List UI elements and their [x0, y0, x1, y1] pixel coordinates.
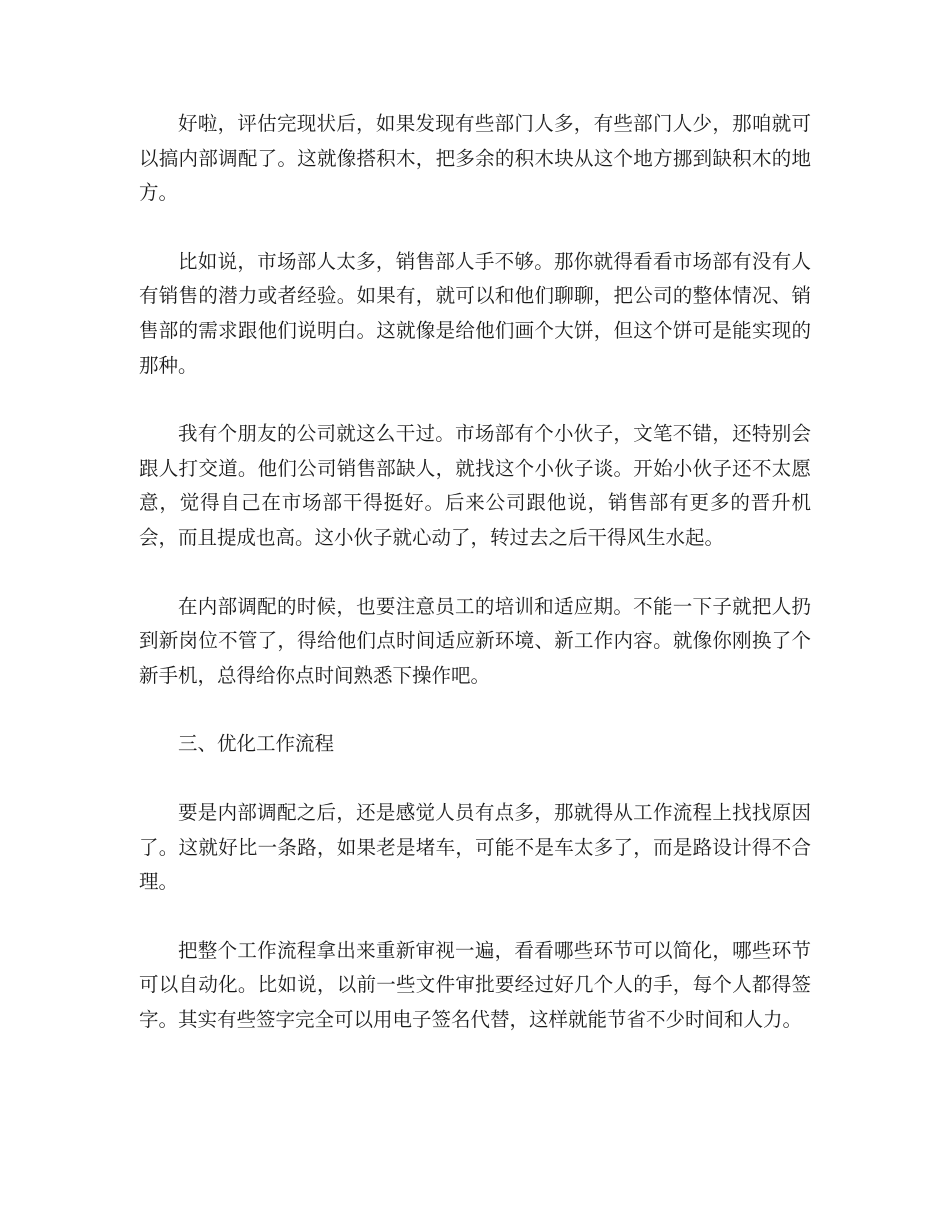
paragraph-4: 在内部调配的时候，也要注意员工的培训和适应期。不能一下子就把人扔到新岗位不管了，得给他们点时间适应新环境、新工作内容。就像你刚换了个新手机，总得给你点时间熟悉下操作吧。 — [139, 594, 811, 687]
paragraph-2: 比如说，市场部人太多，销售部人手不够。那你就得看看市场部有没有人有销售的潜力或者经验。如果有，就可以和他们聊聊，把公司的整体情况、销售部的需求跟他们说明白。这就像是给他们画个大饼，但这个饼可是能实现的那种。 — [139, 249, 811, 377]
paragraph-5: 要是内部调配之后，还是感觉人员有点多，那就得从工作流程上找找原因了。这就好比一条路，如果老是堵车，可能不是车太多了，而是路设计得不合理。 — [139, 800, 811, 894]
section-heading: 三、优化工作流程 — [178, 732, 335, 756]
paragraph-6: 把整个工作流程拿出来重新审视一遍，看看哪些环节可以简化，哪些环节可以自动化。比如说，以前一些文件审批要经过好几个人的手，每个人都得签字。其实有些签字完全可以用电子签名代替，这样就能节省不少时间和人力。 — [139, 938, 811, 1031]
paragraph-1: 好啦，评估完现状后，如果发现有些部门人多，有些部门人少，那咱就可以搞内部调配了。这就像搭积木，把多余的积木块从这个地方挪到缺积木的地方。 — [139, 112, 811, 205]
document-page — [139, 107, 811, 1071]
paragraph-3: 我有个朋友的公司就这么干过。市场部有个小伙子，文笔不错，还特别会跟人打交道。他们公司销售部缺人，就找这个小伙子谈。开始小伙子还不太愿意，觉得自己在市场部干得挺好。后来公司跟他说，销售部有更多的晋升机会，而且提成也高。这小伙子就心动了，转过去之后干得风生水起。 — [139, 422, 811, 549]
